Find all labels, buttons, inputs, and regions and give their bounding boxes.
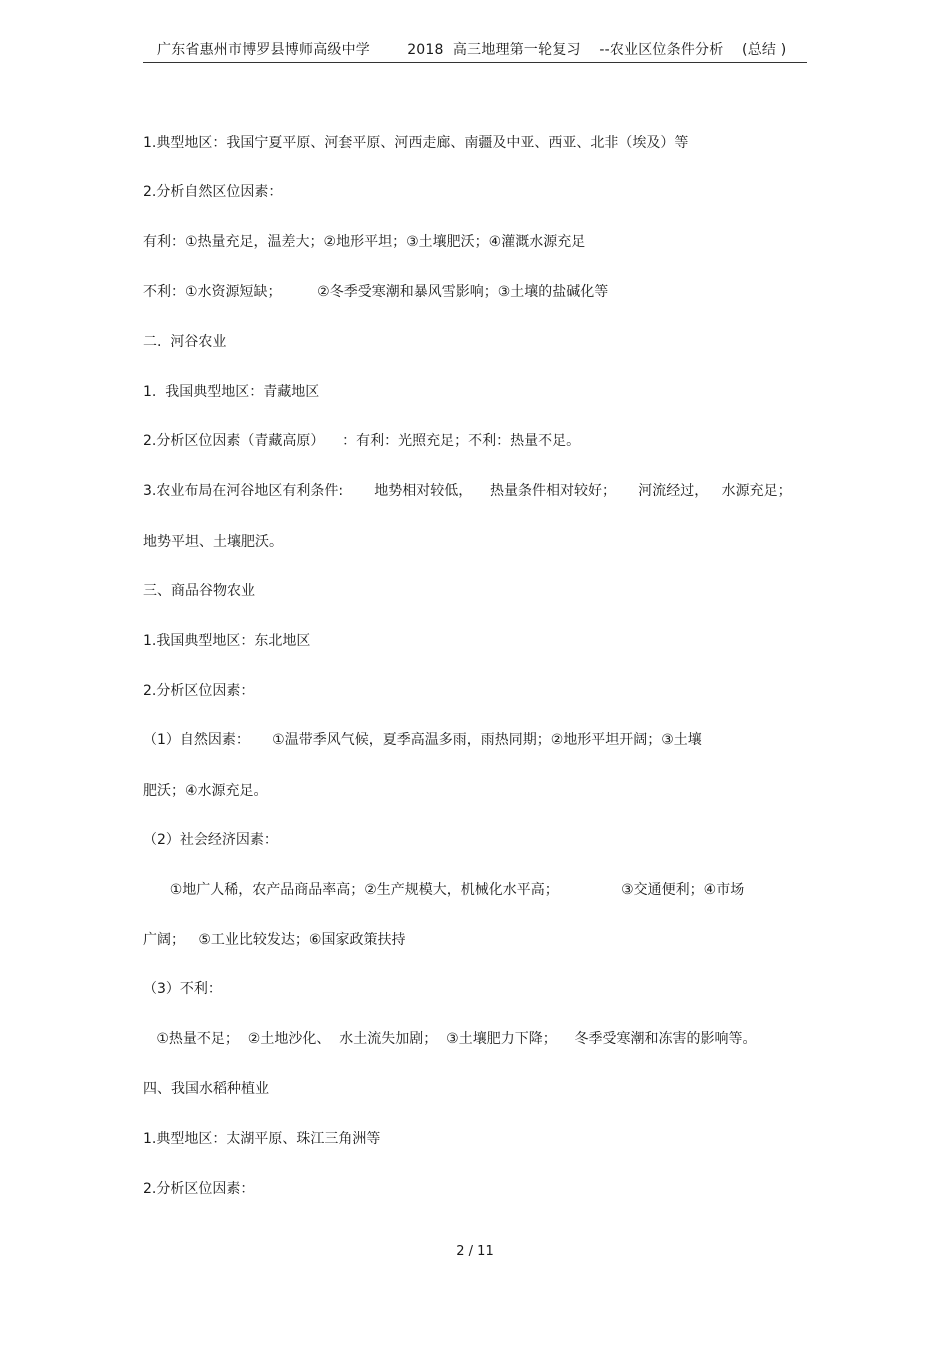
text-line: 广阔； ⑤工业比较发达；⑥国家政策扶持 [143,932,406,948]
text-line: 1.典型地区：太湖平原、珠江三角洲等 [143,1131,381,1147]
text-line: 1.我国典型地区：东北地区 [143,633,311,649]
text-line: 不利：①水资源短缺； ②冬季受寒潮和暴风雪影响；③土壤的盐碱化等 [143,284,609,300]
section-heading: 二. 河谷农业 [143,334,227,350]
text-line: （3）不利： [143,981,222,997]
text-line: ①热量不足； ②土地沙化、 水土流失加剧； ③土壤肥力下降； 冬季受寒潮和冻害的影响等。 [143,1031,757,1047]
text-line: 2.分析区位因素（青藏高原） ：有利：光照充足；不利：热量不足。 [143,433,581,449]
text-line: 1. 我国典型地区：青藏地区 [143,384,320,400]
header-text: 广东省惠州市博罗县博师高级中学 2018 高三地理第一轮复习 --农业区位条件分析 (总结 ) [157,42,787,58]
text-line: 3.农业布局在河谷地区有利条件: 地势相对较低， 热量条件相对较好； 河流经过， 水源充足； [143,483,792,499]
text-line: 1.典型地区：我国宁夏平原、河套平原、河西走廊、南疆及中亚、西亚、北非（埃及）等 [143,135,689,151]
text-line: （2）社会经济因素： [143,832,278,848]
text-line: ①地广人稀，农产品商品率高；②生产规模大，机械化水平高； ③交通便利；④市场 [143,882,745,898]
text-line: 2.分析自然区位因素： [143,184,283,200]
text-line: 肥沃；④水源充足。 [143,783,268,799]
text-line: （1）自然因素： ①温带季风气候，夏季高温多雨，雨热同期；②地形平坦开阔；③土壤 [143,732,702,748]
page-number: 2 / 11 [456,1244,494,1259]
text-line: 有利：①热量充足，温差大；②地形平坦；③土壤肥沃；④灌溉水源充足 [143,234,586,250]
section-heading: 四、我国水稻种植业 [143,1081,269,1097]
page-header [143,36,807,63]
text-line: 2.分析区位因素： [143,683,255,699]
section-heading: 三、商品谷物农业 [143,583,255,599]
text-line: 2.分析区位因素： [143,1181,255,1197]
text-line: 地势平坦、土壤肥沃。 [143,534,283,550]
